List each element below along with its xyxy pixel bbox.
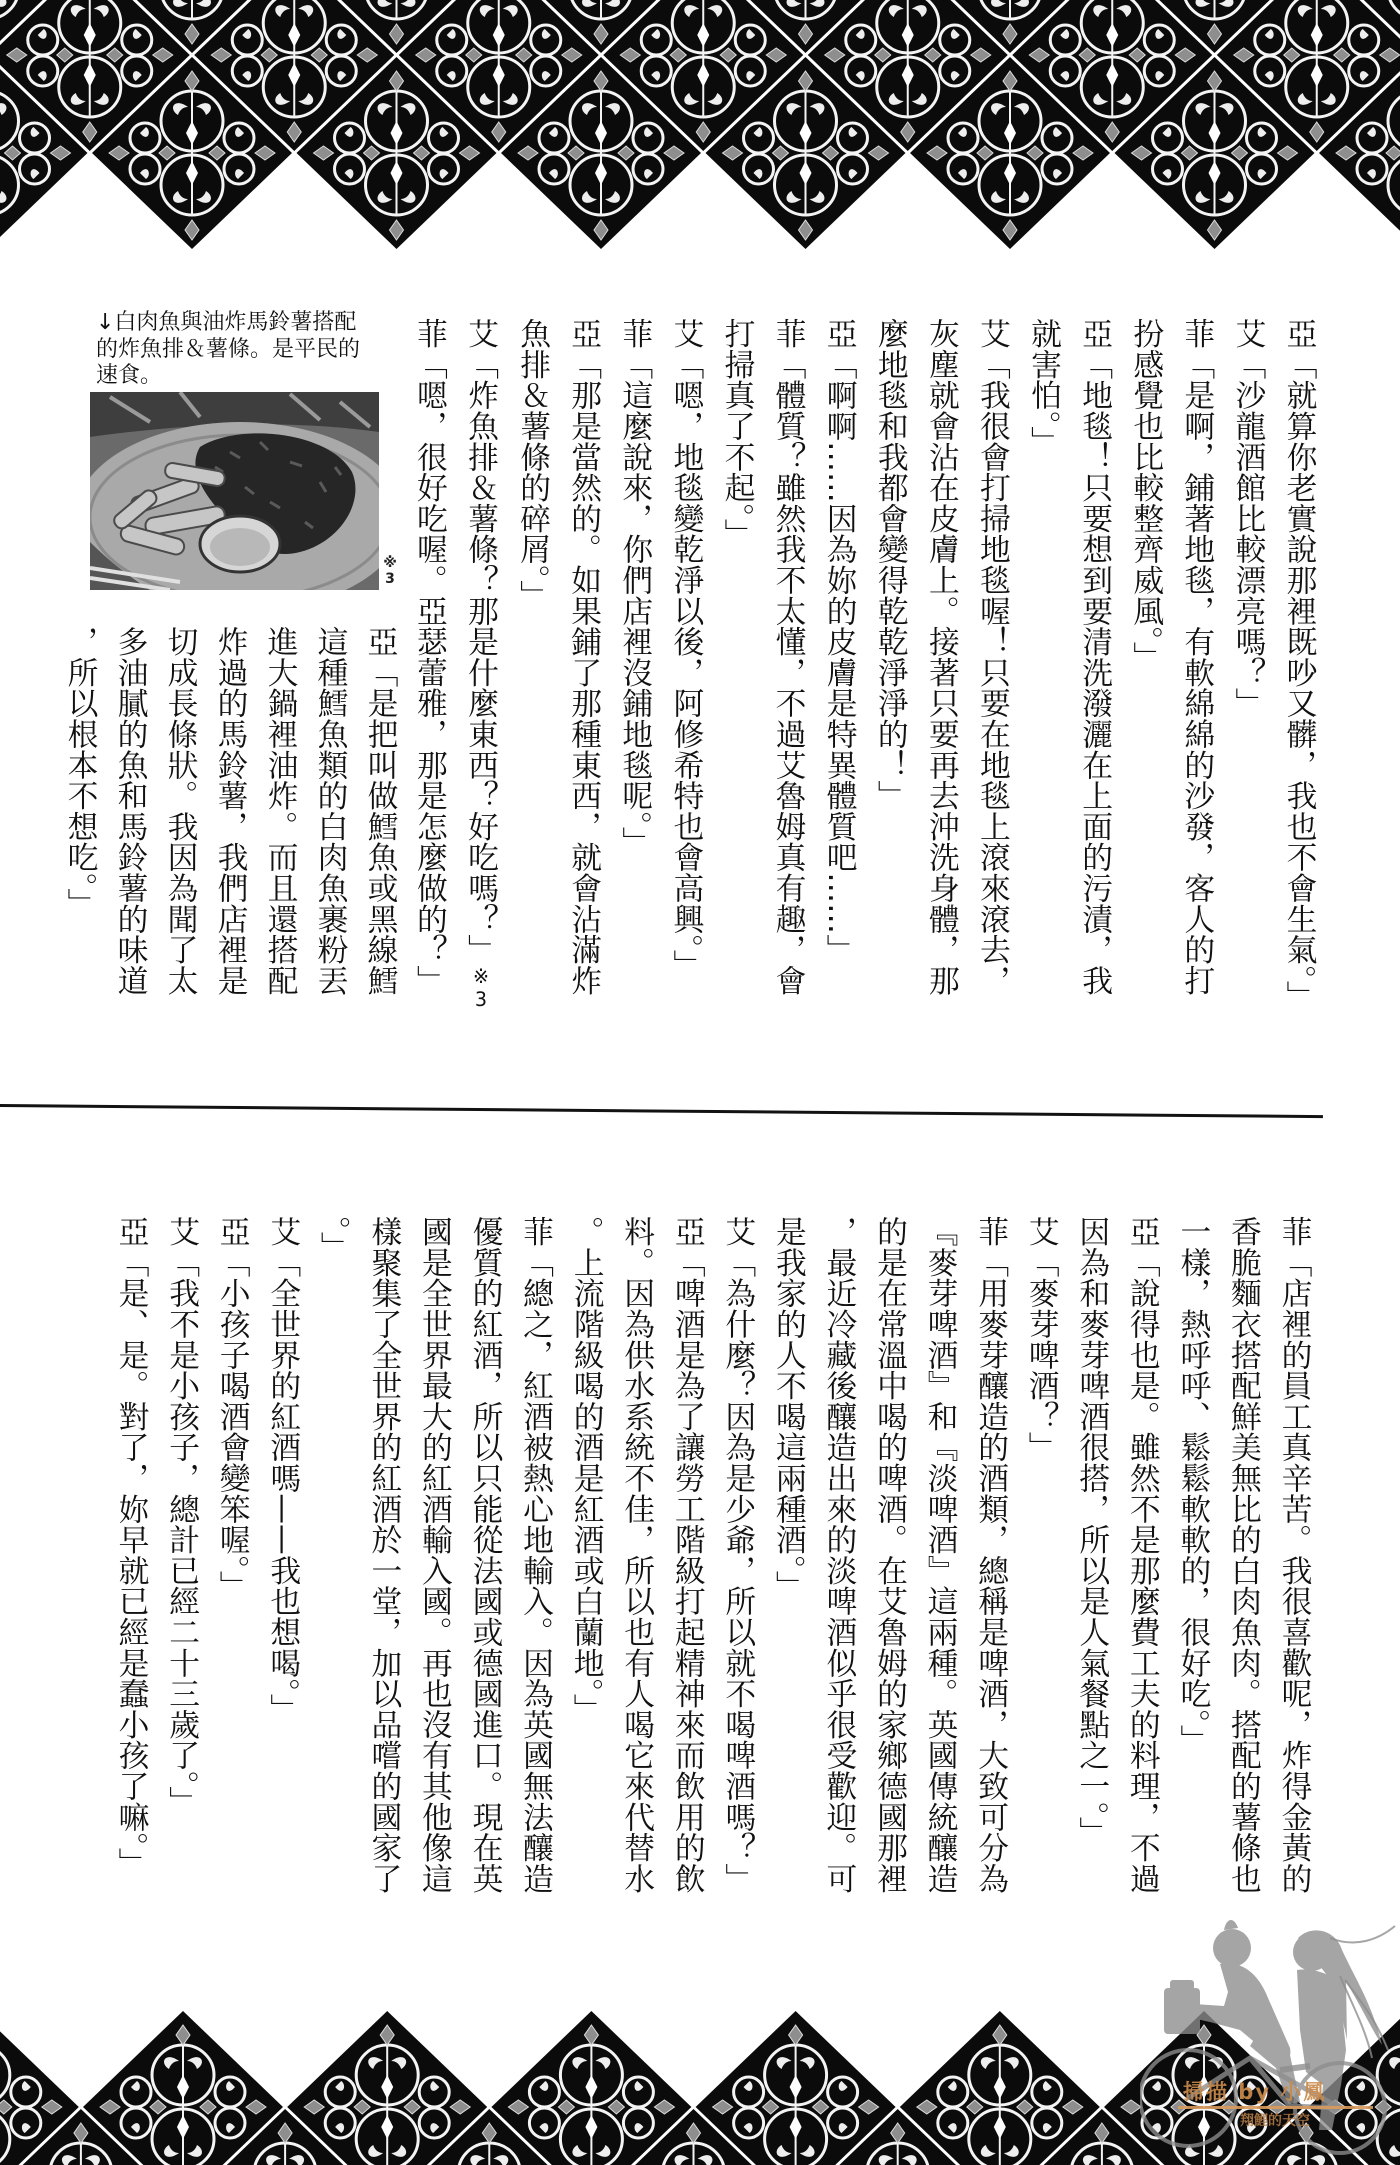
text-column: 多油膩的魚和馬鈴薯的味道 [112,626,148,996]
text-column: 『麥芽啤酒』和『淡啤酒』這兩種。英國傳統釀造 [922,1216,959,1894]
text-column: ，所以根本不想吃。」 [62,626,98,919]
text-column: 是我家的人不喝這兩種酒。」 [770,1216,807,1601]
text-column: 切成長條狀。我因為聞了太 [162,626,198,996]
text-column: 艾「我很會打掃地毯喔！只要在地毯上滾來滾去， [974,318,1011,996]
text-column: 菲「是啊，鋪著地毯，有軟綿綿的沙發，客人的打 [1178,318,1215,996]
text-column: 進大鍋裡油炸。而且還搭配 [262,626,298,996]
footnote-marker: ※3 [382,555,398,587]
top-dialogue-block [404,318,1324,1058]
text-column: 艾「為什麼？因為是少爺，所以就不喝啤酒嗎？」 [719,1216,756,1894]
text-column: 扮感覺也比較整齊威風。」 [1127,318,1164,673]
caption-line: ↓白肉魚與油炸馬鈴薯搭配 [96,310,357,335]
caption-line: 速食。 [96,363,163,388]
text-column: 菲「店裡的員工真辛苦。我很喜歡呢，炸得金黃的 [1276,1216,1312,1894]
text-column: 這種鱈魚類的白肉魚裹粉丟 [312,626,348,996]
text-column: 亞「那是當然的。如果鋪了那種東西，就會沾滿炸 [565,318,602,996]
photo-caption [96,310,388,390]
section-divider [0,1104,1323,1118]
text-column: 麼地毯和我都會變得乾乾淨淨的！」 [872,318,909,811]
text-column: 亞「小孩子喝酒會變笨喔。」 [214,1216,251,1601]
text-column: 菲「體質？雖然我不太懂，不過艾魯姆真有趣，會 [770,318,807,996]
text-column: 菲「用麥芽釀造的酒類，總稱是啤酒，大致可分為 [972,1216,1009,1894]
text-column: 魚排＆薯條的碎屑。」 [514,318,551,611]
text-column: 亞「啤酒是為了讓勞工階級打起精神來而飲用的飲 [669,1216,706,1894]
text-column: 炸過的馬鈴薯，我們店裡是 [212,626,248,996]
text-column: ，最近冷藏後釀造出來的淡啤酒似乎很受歡迎。可 [820,1216,857,1894]
watermark-underline [1178,2106,1373,2109]
text-column: 亞「地毯！只要想到要清洗潑灑在上面的污漬，我 [1076,318,1113,996]
text-column: 亞「說得也是。雖然不是那麼費工夫的料理，不過 [1124,1216,1161,1894]
text-column: 因為和麥芽啤酒很搭，所以是人氣餐點之一。」 [1073,1216,1110,1848]
text-column: 菲「總之，紅酒被熱心地輸入。因為英國無法釀造 [517,1216,554,1894]
sidebar-dialogue-block [55,626,405,1026]
text-column: 就害怕。」 [1025,318,1062,457]
text-column-with-note [454,318,506,1058]
watermark-subtext: 翔鯉的天空 [1240,2113,1310,2129]
text-column: 菲「嗯，很好吃喔。亞瑟蕾雅，那是怎麼做的？」 [411,318,448,996]
text-column: 艾「沙龍酒館比較漂亮嗎？」 [1229,318,1266,719]
text-column: 艾「麥芽啤酒？」 [1023,1216,1060,1463]
text-column: 國是全世界最大的紅酒輸入國。再也沒有其他像這 [416,1216,453,1894]
text-column: 一樣，熱呼呼、鬆鬆軟軟的，很好吃。」 [1174,1216,1211,1755]
fish-and-chips-photo [90,392,379,590]
text-column: 艾「我不是小孩子，總計已經二十三歲了。」 [163,1216,200,1817]
text-column: 灰塵就會沾在皮膚上。接著只要再去沖洗身體，那 [923,318,960,996]
text-column: 的是在常溫中喝的啤酒。在艾魯姆的家鄉德國那裡 [871,1216,908,1894]
text-column: 菲「這麼說來，你們店裡沒鋪地毯呢。」 [616,318,653,857]
text-column: 樣聚集了全世界的紅酒於一堂，加以品嚐的國家了 [365,1216,402,1894]
text-column: 。上流階級喝的酒是紅酒或白蘭地。」 [568,1216,605,1725]
text-column: 亞「是把叫做鱈魚或黑線鱈 [362,626,398,996]
text-column: 打掃真了不起。」 [718,318,755,549]
bottom-dialogue-block [105,1216,1319,1936]
text-column: 艾「炸魚排＆薯條？那是什麼東西？好吃嗎？」 [462,318,499,965]
text-column: 香脆麵衣搭配鮮美無比的白肉魚肉。搭配的薯條也 [1225,1216,1262,1894]
text-column: 亞「是、是。對了，妳早就已經是蠢小孩了嘛。」 [113,1216,150,1879]
text-column: 艾「全世界的紅酒嗎——我也想喝。」 [264,1216,301,1725]
text-column: 亞「啊啊……因為妳的皮膚是特異體質吧……」 [821,318,858,965]
footnote-marker: ※3 [469,964,493,1011]
text-column: 料。因為供水系統不佳，所以也有人喝它來代替水 [618,1216,655,1894]
text-column: 亞「就算你老實說那裡既吵又髒，我也不會生氣。」 [1281,318,1317,1011]
top-ornamental-border [0,0,1400,260]
watermark-text: 掃描 by 小鳳 [1183,2080,1327,2104]
text-column: 。」 [315,1216,352,1263]
caption-line: 的炸魚排＆薯條。是平民的 [96,336,361,362]
text-column: 優質的紅酒，所以只能從法國或德國進口。現在英 [467,1216,503,1894]
text-column: 艾「嗯，地毯變乾淨以後，阿修希特也會高興。」 [667,318,704,981]
